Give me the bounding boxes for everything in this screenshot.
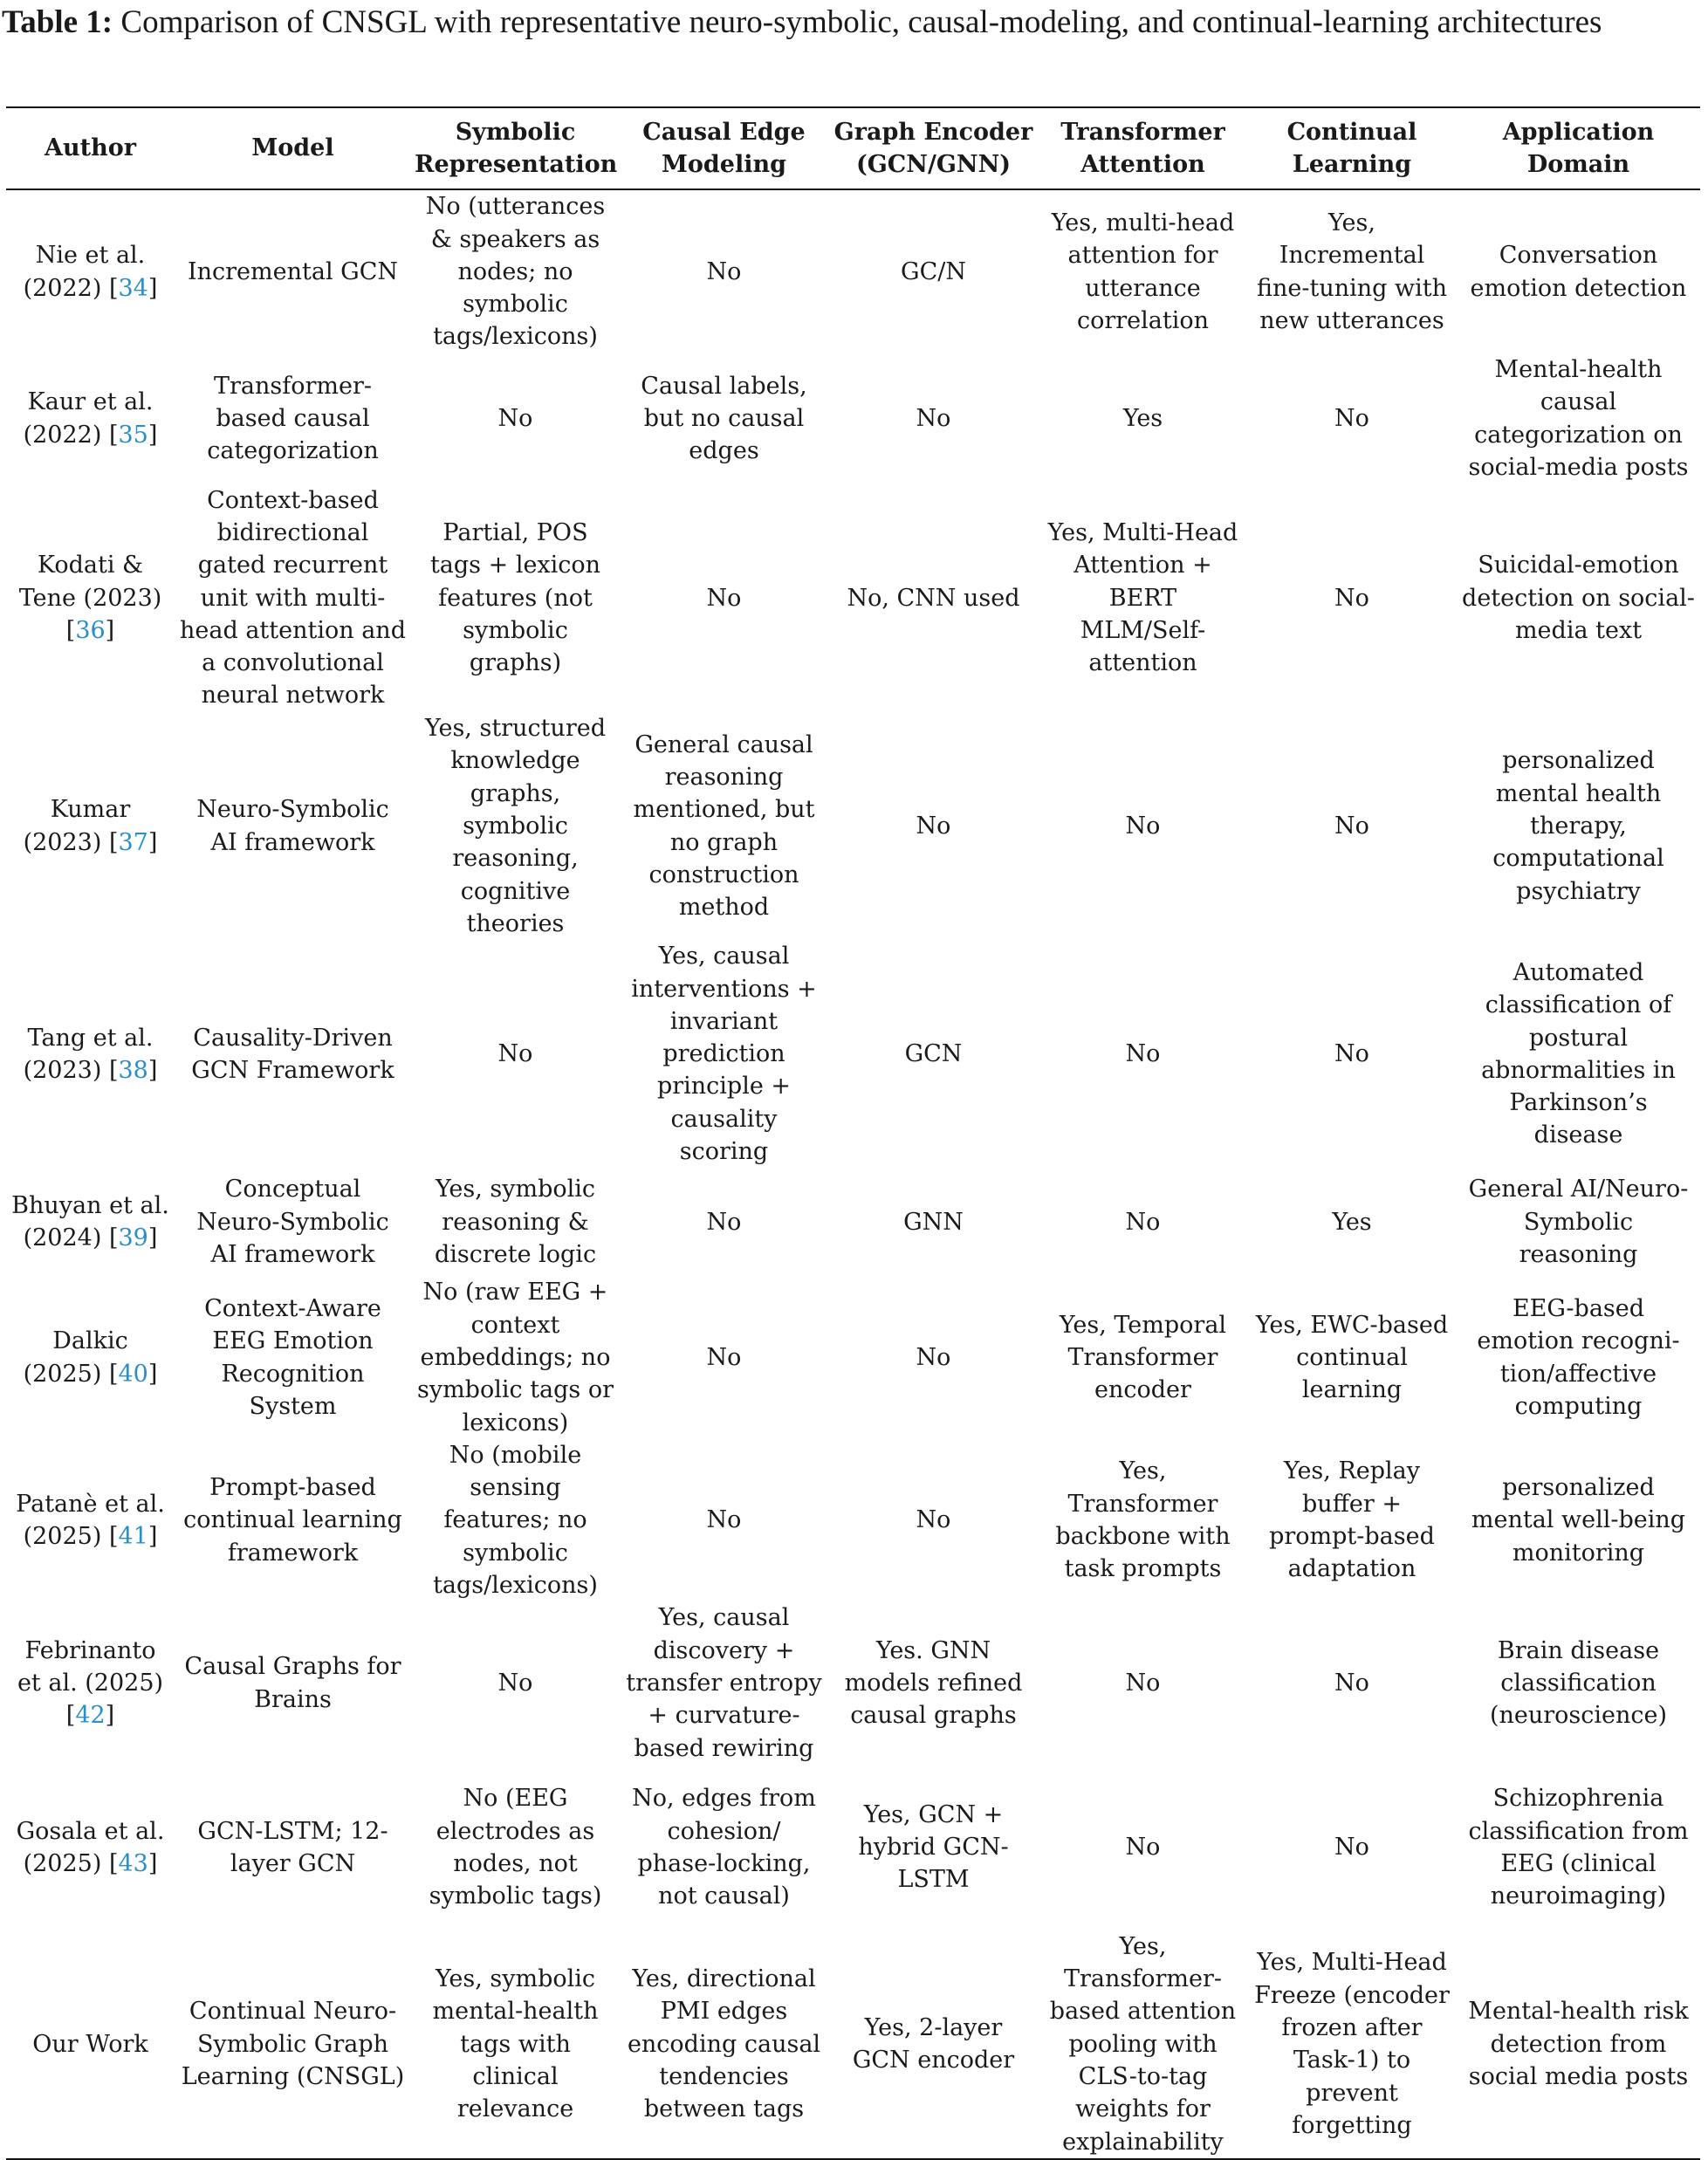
cell-transformer: [1039, 189, 1247, 353]
cell-model: [175, 1439, 411, 1601]
cell-transformer-text: Yes, Temporal Transformer encoder: [1059, 1311, 1227, 1404]
cell-symbolic: [411, 940, 620, 1168]
cell-continual: [1247, 1930, 1457, 2159]
cell-continual: [1247, 353, 1457, 483]
cell-graph-encoder-text: No: [916, 1343, 951, 1371]
header-author: Author: [45, 134, 136, 162]
cell-causal-text: Yes, causal discovery + transfer entropy + curvature-based rewiring: [626, 1604, 822, 1762]
cell-causal: [620, 1930, 828, 2159]
cell-domain-text: personalized mental health therapy, computational psychiatry: [1492, 747, 1664, 905]
cell-graph-encoder: [828, 189, 1039, 353]
cell-symbolic-text: No (utterances & speakers as nodes; no symbolic tags/lexicons): [425, 193, 606, 351]
cell-author-text: Nie et al. (2022): [23, 242, 146, 302]
cell-symbolic-text: No (EEG electrodes as nodes, not symbolic tags): [429, 1785, 602, 1910]
cell-transformer-text: No: [1125, 1834, 1161, 1862]
cell-continual-text: Yes, Multi-Head Freeze (encoder frozen after Task-1) to prevent forgetting: [1254, 1949, 1450, 2139]
cell-author-text: Dalkic (2025): [23, 1327, 128, 1388]
cell-graph-encoder: [828, 483, 1039, 712]
table-body: [6, 189, 1700, 2159]
cell-model-text: GCN-LSTM; 12-layer GCN: [197, 1817, 388, 1877]
cell-author-text: Kumar (2023): [23, 796, 131, 856]
cell-continual: [1247, 483, 1457, 712]
cell-domain-text: Mental-health causal categorization on social-media posts: [1468, 356, 1689, 481]
cell-symbolic-text: No: [497, 404, 533, 432]
cell-symbolic-text: Partial, POS tags + lexicon features (not symbolic graphs): [429, 518, 601, 677]
cell-domain: [1457, 1276, 1700, 1438]
cell-symbolic: [411, 1276, 620, 1438]
cell-domain-text: personalized mental well-being monitoring: [1471, 1474, 1686, 1567]
cell-symbolic: [411, 1765, 620, 1930]
header-model: Model: [251, 134, 334, 162]
table-header: [6, 107, 1700, 189]
cell-transformer-text: Yes: [1122, 404, 1163, 432]
cell-graph-encoder: [828, 1439, 1039, 1601]
cell-domain-text: EEG-based emotion recogni-tion/affective computing: [1477, 1294, 1680, 1420]
cell-transformer-text: Yes, Multi-Head Attention + BERT MLM/Self-attention: [1047, 518, 1238, 677]
cell-symbolic-text: No: [497, 1669, 533, 1697]
citation-link[interactable]: 42: [75, 1702, 106, 1730]
cell-domain-text: Conversation emotion detection: [1470, 242, 1687, 302]
header-application-domain: Application Domain: [1502, 118, 1655, 178]
cell-author: Bhuyan et al. (2024) [39]: [11, 1192, 169, 1252]
cell-author: Patanè et al. (2025) [41]: [16, 1490, 165, 1551]
cell-transformer-text: Yes, Transformer-based attention pooling with CLS-to-tag weights for explainability: [1049, 1932, 1237, 2156]
cell-symbolic: [411, 1439, 620, 1601]
cell-model-text: Neuro-Symbolic AI framework: [196, 796, 389, 856]
cell-graph-encoder-text: GCN: [904, 1040, 963, 1068]
cell-model: [175, 483, 411, 712]
cell-transformer: [1039, 940, 1247, 1168]
cell-model: [175, 940, 411, 1168]
cell-continual-text: No: [1334, 1669, 1369, 1697]
cell-causal: [620, 353, 828, 483]
cell-causal-text: Causal labels, but no causal edges: [641, 372, 807, 465]
cell-domain: [1457, 1601, 1700, 1764]
citation-link[interactable]: 38: [118, 1056, 148, 1084]
cell-graph-encoder: [828, 353, 1039, 483]
citation-link[interactable]: 41: [118, 1523, 148, 1551]
cell-model: [175, 1930, 411, 2159]
cell-causal-text: Yes, causal interventions + invariant prediction principle + causality scoring: [631, 943, 817, 1166]
cell-author-text: Kaur et al. (2022): [23, 388, 154, 449]
table-row: [6, 1168, 1700, 1276]
cell-model-text: Conceptual Neuro-Symbolic AI framework: [196, 1176, 389, 1268]
cell-model: [175, 353, 411, 483]
cell-continual: [1247, 1439, 1457, 1601]
cell-model-text: Causal Graphs for Brains: [184, 1653, 401, 1713]
cell-graph-encoder-text: No, CNN used: [847, 584, 1020, 612]
cell-continual: [1247, 1168, 1457, 1276]
cell-symbolic: [411, 353, 620, 483]
cell-causal: [620, 1276, 828, 1438]
cell-graph-encoder: [828, 940, 1039, 1168]
cell-domain: [1457, 1168, 1700, 1276]
cell-causal: [620, 1168, 828, 1276]
cell-causal-text: No, edges from cohesion/ phase-locking, not causal): [632, 1785, 816, 1910]
cell-model-text: Causality-Driven GCN Framework: [191, 1024, 394, 1084]
cell-graph-encoder: [828, 1168, 1039, 1276]
cell-domain: [1457, 1765, 1700, 1930]
cell-author-text: Our Work: [32, 2030, 148, 2058]
table-row: [6, 1930, 1700, 2159]
table-row: [6, 483, 1700, 712]
table-row: [6, 353, 1700, 483]
cell-transformer-text: No: [1125, 813, 1161, 840]
cell-author: [6, 1930, 175, 2159]
table-row: [6, 1439, 1700, 1601]
table-row: [6, 1601, 1700, 1764]
cell-graph-encoder-text: Yes, 2-layer GCN encoder: [852, 2014, 1015, 2074]
cell-symbolic-text: No (mobile sensing features; no symbolic tags/lexicons): [433, 1441, 598, 1600]
cell-model-text: Context-Aware EEG Emotion Recognition System: [204, 1294, 381, 1420]
cell-domain: [1457, 353, 1700, 483]
comparison-table: [6, 106, 1700, 2160]
cell-transformer-text: No: [1125, 1208, 1161, 1236]
caption-label: Table 1:: [2, 4, 113, 40]
cell-causal-text: No: [706, 1506, 742, 1534]
cell-transformer: [1039, 1276, 1247, 1438]
header-row: [6, 107, 1700, 189]
cell-causal-text: No: [706, 584, 742, 612]
cell-model: [175, 712, 411, 940]
cell-domain-text: Automated classification of postural abnormalities in Parkinson’s disease: [1481, 958, 1676, 1149]
cell-domain-text: General AI/Neuro-Symbolic reasoning: [1468, 1176, 1689, 1268]
citation-link[interactable]: 40: [118, 1360, 148, 1388]
cell-model-text: Prompt-based continual learning framework: [183, 1474, 402, 1567]
cell-symbolic-text: Yes, symbolic mental-health tags with clinical relevance: [432, 1965, 599, 2123]
cell-transformer: [1039, 483, 1247, 712]
cell-continual-text: No: [1334, 1040, 1369, 1068]
cell-transformer: [1039, 712, 1247, 940]
cell-graph-encoder-text: GC/N: [901, 257, 966, 285]
cell-graph-encoder: [828, 1276, 1039, 1438]
cell-author: Kaur et al. (2022) [35]: [23, 388, 158, 449]
cell-domain: [1457, 1930, 1700, 2159]
cell-symbolic-text: Yes, symbolic reasoning & discrete logic: [434, 1176, 597, 1268]
cell-author-text: Gosala et al. (2025): [16, 1817, 165, 1877]
cell-symbolic-text: Yes, structured knowledge graphs, symbolic reasoning, cognitive theories: [424, 715, 606, 937]
cell-domain: [1457, 712, 1700, 940]
cell-domain: [1457, 940, 1700, 1168]
table-row: [6, 189, 1700, 353]
cell-symbolic: [411, 1930, 620, 2159]
cell-symbolic: [411, 712, 620, 940]
cell-continual-text: No: [1334, 584, 1369, 612]
cell-model: [175, 1276, 411, 1438]
cell-symbolic-text: No (raw EEG + context embeddings; no symbolic tags or lexicons): [416, 1279, 614, 1437]
cell-transformer: [1039, 1168, 1247, 1276]
citation-link[interactable]: 34: [118, 274, 148, 302]
cell-transformer: [1039, 353, 1247, 483]
citation-link[interactable]: 43: [118, 1849, 148, 1877]
cell-model-text: Incremental GCN: [187, 257, 399, 285]
cell-causal-text: No: [706, 257, 742, 285]
cell-causal-text: Yes, directional PMI edges encoding causal tendencies between tags: [627, 1965, 821, 2123]
cell-author-text: Patanè et al. (2025): [16, 1490, 165, 1551]
cell-author: Dalkic (2025) [40]: [23, 1327, 158, 1388]
cell-author-text: Bhuyan et al. (2024): [11, 1192, 169, 1252]
cell-model-text: Transformer-based causal categorization: [207, 372, 379, 465]
cell-transformer: [1039, 1601, 1247, 1764]
cell-causal-text: No: [706, 1208, 742, 1236]
cell-graph-encoder-text: No: [916, 1506, 951, 1534]
cell-graph-encoder: [828, 1765, 1039, 1930]
cell-continual: [1247, 712, 1457, 940]
cell-continual-text: No: [1334, 404, 1369, 432]
caption-text: Comparison of CNSGL with representative neuro-symbolic, causal-modeling, and continual-learning architectures: [120, 4, 1602, 40]
header-continual-learning: Continual Learning: [1286, 118, 1417, 178]
cell-graph-encoder: [828, 712, 1039, 940]
citation-link[interactable]: 36: [75, 616, 106, 644]
cell-continual-text: Yes, Replay buffer + prompt-based adaptation: [1269, 1457, 1435, 1583]
cell-author: Nie et al. (2022) [34]: [23, 242, 158, 302]
cell-domain-text: Mental-health risk detection from social media posts: [1468, 1998, 1689, 2090]
citation-link[interactable]: 35: [118, 421, 148, 449]
cell-symbolic: [411, 1168, 620, 1276]
cell-graph-encoder-text: GNN: [903, 1208, 964, 1236]
cell-model: [175, 1601, 411, 1764]
cell-domain-text: Suicidal-emotion detection on social-media text: [1462, 552, 1695, 644]
table-caption: [2, 2, 1704, 44]
cell-causal: [620, 1439, 828, 1601]
cell-continual: [1247, 1601, 1457, 1764]
cell-model-text: Continual Neuro-Symbolic Graph Learning (CNSGL): [181, 1998, 405, 2090]
cell-continual: [1247, 940, 1457, 1168]
cell-graph-encoder-text: No: [916, 404, 951, 432]
cell-domain: [1457, 189, 1700, 353]
cell-graph-encoder: [828, 1601, 1039, 1764]
cell-continual-text: Yes, Incremental fine-tuning with new utterances: [1256, 209, 1447, 334]
cell-continual-text: Yes, EWC-based continual learning: [1255, 1311, 1449, 1404]
cell-symbolic-text: No: [497, 1040, 533, 1068]
cell-domain: [1457, 1439, 1700, 1601]
cell-author: Febrinanto et al. (2025) [42]: [17, 1636, 164, 1730]
cell-causal: [620, 1601, 828, 1764]
cell-symbolic: [411, 1601, 620, 1764]
cell-symbolic: [411, 483, 620, 712]
header-symbolic-representation: Symbolic Representation: [415, 118, 618, 178]
citation-link[interactable]: 37: [118, 828, 148, 856]
cell-transformer-text: Yes, multi-head attention for utterance correlation: [1051, 209, 1235, 334]
cell-transformer-text: No: [1125, 1669, 1161, 1697]
table-row: [6, 940, 1700, 1168]
cell-causal: [620, 1765, 828, 1930]
cell-causal-text: General causal reasoning mentioned, but no graph construction method: [633, 730, 815, 922]
cell-graph-encoder-text: Yes. GNN models refined causal graphs: [844, 1636, 1023, 1730]
cell-model-text: Context-based bidirectional gated recurrent unit with multi-head attention and a convolutional neural network: [180, 486, 406, 710]
cell-transformer-text: Yes, Transformer backbone with task prompts: [1055, 1457, 1231, 1583]
cell-model: [175, 189, 411, 353]
cell-continual-text: Yes: [1332, 1208, 1372, 1236]
cell-author: Kumar (2023) [37]: [23, 796, 158, 856]
header-graph-encoder: Graph Encoder (GCN/GNN): [833, 118, 1033, 178]
cell-causal: [620, 712, 828, 940]
cell-graph-encoder: [828, 1930, 1039, 2159]
cell-transformer: [1039, 1765, 1247, 1930]
cell-author-text: Kodati & Tene (2023): [18, 552, 162, 612]
cell-causal: [620, 940, 828, 1168]
header-causal-edge-modeling: Causal Edge Modeling: [642, 118, 806, 178]
cell-causal-text: No: [706, 1343, 742, 1371]
header-transformer-attention: Transformer Attention: [1060, 118, 1225, 178]
cell-continual: [1247, 189, 1457, 353]
table-row: [6, 712, 1700, 940]
cell-transformer: [1039, 1439, 1247, 1601]
cell-continual-text: No: [1334, 813, 1369, 840]
cell-graph-encoder-text: Yes, GCN + hybrid GCN-LSTM: [858, 1800, 1009, 1894]
cell-model: [175, 1168, 411, 1276]
table-row: [6, 1765, 1700, 1930]
cell-transformer: [1039, 1930, 1247, 2159]
cell-continual: [1247, 1276, 1457, 1438]
cell-domain-text: Brain disease classification (neuroscience): [1489, 1636, 1668, 1730]
cell-causal: [620, 483, 828, 712]
cell-domain: [1457, 483, 1700, 712]
cell-author: Kodati & Tene (2023) [36]: [18, 552, 162, 644]
cell-symbolic: [411, 189, 620, 353]
cell-transformer-text: No: [1125, 1040, 1161, 1068]
cell-continual: [1247, 1765, 1457, 1930]
citation-link[interactable]: 39: [118, 1224, 148, 1252]
cell-graph-encoder-text: No: [916, 813, 951, 840]
cell-author-text: Tang et al. (2023): [23, 1024, 154, 1084]
cell-model: [175, 1765, 411, 1930]
cell-author-text: Febrinanto et al. (2025): [17, 1636, 164, 1697]
cell-author: Gosala et al. (2025) [43]: [16, 1817, 165, 1877]
cell-domain-text: Schizophrenia classification from EEG (clinical neuroimaging): [1468, 1785, 1689, 1910]
cell-continual-text: No: [1334, 1834, 1369, 1862]
cell-causal: [620, 189, 828, 353]
table-row: [6, 1276, 1700, 1438]
cell-author: Tang et al. (2023) [38]: [23, 1024, 158, 1084]
